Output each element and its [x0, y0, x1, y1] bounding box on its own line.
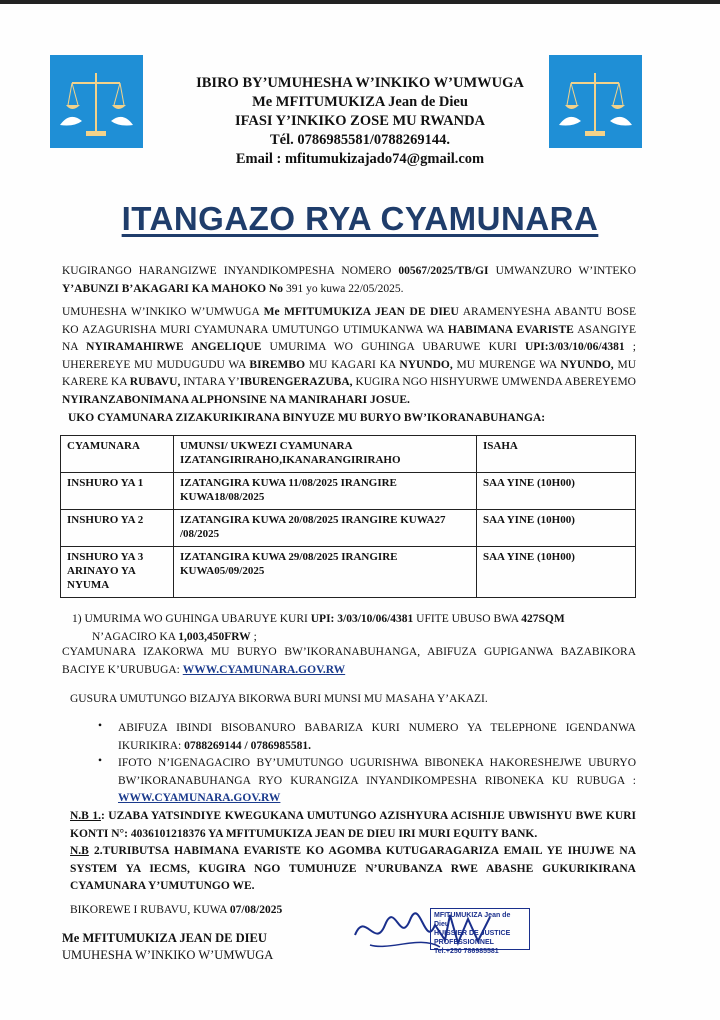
table-cell: SAA YINE (10H00) — [477, 510, 636, 547]
photo-valuation-bullet: IFOTO N’IGENAGACIRO BY’UMUTUNGO UGURISHWA BIBONEKA HAKORESHEJWE UBURYO BW’IKORANABUHANGA RYO KURANGIZA INYANDIKOMPESHA RIBONEKA KU RUBUGA : WWW.CYAMUNARA.GOV.RW — [118, 757, 636, 804]
visit-paragraph: GUSURA UMUTUNGO BIZAJYA BIKORWA BURI MUNSI MU MASAHA Y’AKAZI. — [70, 693, 488, 705]
contact-bullet: ABIFUZA IBINDI BISOBANURO BABARIZA KURI NUMERO YA TELEPHONE IGENDANWA IKURIKIRA: 0788269144 / 0786985581. — [118, 722, 636, 752]
document-title: ITANGAZO RYA CYAMUNARA — [121, 200, 599, 237]
table-cell: SAA YINE (10H00) — [477, 473, 636, 510]
stamp-line: PROFESSIONNEL — [434, 939, 494, 946]
header-jurisdiction: IFASI Y’INKIKO ZOSE MU RWANDA — [234, 113, 486, 129]
stamp-line: MFITUMUKIZA Jean de Dieu — [434, 912, 511, 928]
table-row — [61, 510, 636, 547]
property-item: 1) UMURIMA WO GUHINGA UBARUYE KURI UPI: 3/03/10/06/4381 UFITE UBUSO BWA 427SQM N’AGACIRO KA 1,003,450FRW ; — [72, 613, 565, 643]
header-cell: CYAMUNARA — [61, 436, 174, 473]
announcement-paragraph: UMUHESHA W’INKIKO W’UMWUGA Me MFITUMUKIZA JEAN DE DIEU ARAMENYESHA ABANTU BOSE KO AZAGURISHA MURI CYAMUNARA UMUTUNGO UTIMUKANWA WA HABIMANA EVARISTE ASANGIYE NA NYIRAMAHIRWE ANGELIQUE UMURIMA WO GUHINGA UBARUWE KURI UPI:3/03/10/06/4381 ; UHEREREYE MU MUDUGUDU WA BIREMBO MU KAGARI KA NYUNDO, MU MURENGE WA NYUNDO, MU KARERE KA RUBAVU, INTARA Y’IBURENGERAZUBA, KUGIRA NGO HISHYURWE UMWENDA ABEREYEMO NYIRANZABONIMANA ALPHONSINE NA MANIRAHARI JOSUE. — [62, 306, 637, 406]
table-cell: IZATANGIRA KUWA 20/08/2025 IRANGIRE KUWA27 /08/2025 — [174, 510, 477, 547]
header-cell: UMUNSI/ UKWEZI CYAMUNARA IZATANGIRIRAHO,IKANARANGIRIRAHO — [174, 436, 477, 473]
online-auction-paragraph: CYAMUNARA IZAKORWA MU BURYO BW’IKORANABUHANGA, ABIFUZA GUPIGANWA BAZABIKORA BACIYE K’URUBUGA: WWW.CYAMUNARA.GOV.RW — [62, 646, 636, 676]
intro-paragraph: KUGIRANGO HARANGIZWE INYANDIKOMPESHA NOMERO 00567/2025/TB/GI UMWANZURO W’INTEKO Y’ABUNZI B’AKAGARI KA MAHOKO No 391 yo kuwa 22/05/2025. — [62, 265, 636, 295]
place-date: BIKOREWE I RUBAVU, KUWA 07/08/2025 — [70, 904, 283, 916]
table-cell: INSHURO YA 1 — [61, 473, 174, 510]
table-row — [61, 473, 636, 510]
table-cell: INSHURO YA 3 ARINAYO YA NYUMA — [61, 547, 174, 598]
header-phone: Tél. 0786985581/0788269144. — [269, 132, 451, 148]
cyamunara-link[interactable]: WWW.CYAMUNARA.GOV.RW — [118, 792, 281, 804]
header-office-name: IBIRO BY’UMUHESHA W’INKIKO W’UMWUGA — [196, 75, 524, 91]
bullet-dot: • — [98, 720, 103, 732]
stamp-line: Tel:+250 786985581 — [434, 948, 499, 955]
header-bailiff-name: Me MFITUMUKIZA Jean de Dieu — [252, 94, 468, 110]
table-header-row — [61, 436, 636, 473]
justice-scales-logo-left — [50, 55, 143, 148]
signatory-name: Me MFITUMUKIZA JEAN DE DIEU — [62, 931, 267, 945]
schedule-intro: UKO CYAMUNARA ZIZAKURIKIRANA BINYUZE MU BURYO BW’IKORANABUHANGA: — [68, 412, 546, 424]
table-row — [61, 547, 636, 598]
header-cell: ISAHA — [477, 436, 636, 473]
table-cell: IZATANGIRA KUWA 29/08/2025 IRANGIRE KUWA05/09/2025 — [174, 547, 477, 598]
official-stamp — [430, 908, 530, 955]
signatory-role: UMUHESHA W’INKIKO W’UMWUGA — [62, 948, 274, 962]
top-border — [0, 0, 720, 4]
table-cell: INSHURO YA 2 — [61, 510, 174, 547]
stamp-line: HUISSIER DE JUSTICE — [434, 930, 511, 937]
note-1: N.B 1.: UZABA YATSINDIYE KWEGUKANA UMUTUNGO AZISHYURA ACISHIJE UBWISHYU BWE KURI KONTI N°: 4036101218376 YA MFITUMUKIZA JEAN DE DIEU IRI MURI EQUITY BANK. — [70, 810, 636, 840]
cyamunara-link[interactable]: WWW.CYAMUNARA.GOV.RW — [182, 663, 346, 676]
header-email: Email : mfitumukizajado74@gmail.com — [235, 151, 485, 167]
table-cell: SAA YINE (10H00) — [477, 547, 636, 598]
table-cell: IZATANGIRA KUWA 11/08/2025 IRANGIRE KUWA18/08/2025 — [174, 473, 477, 510]
auction-schedule-table — [60, 435, 636, 598]
note-2: N.B 2.TURIBUTSA HABIMANA EVARISTE KO AGOMBA KUTUGARAGARIZA EMAIL YE IHUJWE NA SYSTEM YA IECMS, KUGIRA NGO TUMUHUZE N’URUBANZA RWE ABASHE GUKURIKIRANA CYAMUNARA Y’UMUTUNGO WE. — [70, 845, 636, 892]
bullet-dot: • — [98, 755, 103, 767]
